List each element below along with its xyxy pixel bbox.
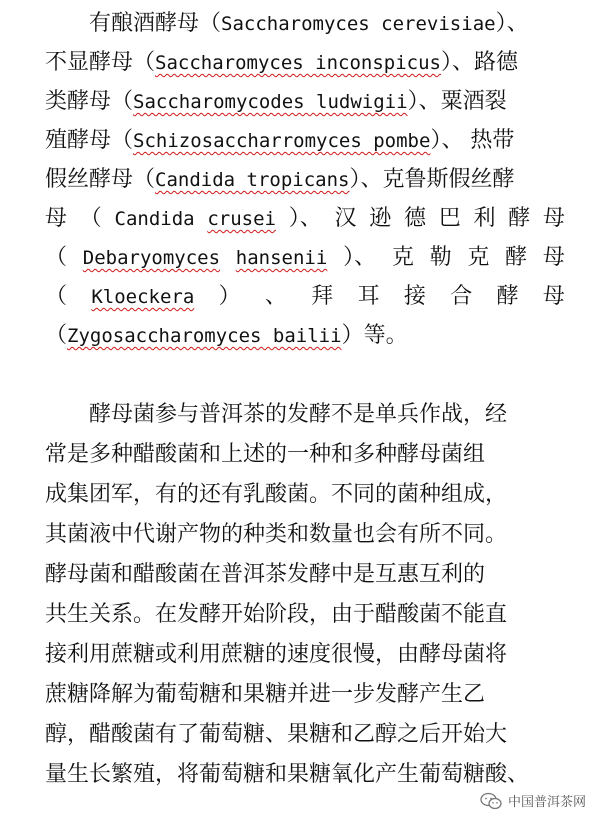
- paragraph-1-line-6: [45, 201, 565, 237]
- text-segment: （: [45, 245, 68, 270]
- text-segment: 克: [391, 245, 414, 270]
- watermark: [480, 791, 586, 810]
- text-segment: ）: [218, 284, 241, 309]
- text-segment: （: [79, 206, 102, 231]
- text-segment: 殖酵母（: [45, 128, 134, 153]
- text-segment: 假丝酵母（: [45, 167, 156, 192]
- text-segment: 勒: [429, 245, 452, 270]
- wechat-icon: [480, 792, 502, 810]
- text-segment: ）、克鲁斯假丝酵: [349, 167, 515, 192]
- text-segment: ）、路德: [441, 50, 519, 75]
- text-segment: ）、: [495, 11, 529, 36]
- paragraph-1-line-3: [45, 84, 565, 120]
- latin-name: Kloeckera: [91, 286, 195, 308]
- latin-name: Schizosaccharromyces pombe: [133, 130, 431, 152]
- paragraph-1-line-8: [45, 279, 565, 315]
- paragraph-2-line-5: 酵母菌和醋酸菌在普洱茶发酵中是互惠互利的: [45, 562, 486, 587]
- text-segment: 接: [403, 284, 426, 309]
- text-segment: 类酵母（: [45, 89, 134, 114]
- paragraph-1-line-1: [45, 6, 565, 42]
- paragraph-2-line-4: 其菌液中代谢产物的种类和数量也会有所不同。: [45, 522, 508, 547]
- text-segment: 巴: [438, 206, 461, 231]
- text-segment: ）、: [288, 206, 322, 231]
- text-segment: ）、 热带: [430, 128, 515, 153]
- text-segment: 酵: [505, 245, 528, 270]
- text-segment: 汉: [334, 206, 357, 231]
- paragraph-2-line-2: 常是多种醋酸菌和上述的一种和多种酵母菌组: [45, 442, 486, 467]
- latin-name: Candida tropicans: [155, 169, 350, 191]
- text-segment: ）、粟酒裂: [407, 89, 507, 114]
- text-segment: 合: [450, 284, 473, 309]
- text-segment: ）等。: [341, 323, 408, 348]
- text-segment: 不显酵母（: [45, 50, 156, 75]
- paragraph-1-line-2: [45, 45, 565, 81]
- text-segment: 利: [473, 206, 496, 231]
- latin-name: Zygosaccharomyces bailii: [67, 325, 342, 347]
- text-segment: 耳: [357, 284, 380, 309]
- text-segment: 德: [403, 206, 426, 231]
- text-segment: 克: [467, 245, 490, 270]
- text-segment: 酵: [496, 284, 519, 309]
- paragraph-1-line-5: [45, 162, 565, 198]
- text-segment: 拜: [311, 284, 334, 309]
- latin-name: Debaryomyces: [82, 247, 221, 269]
- paragraph-2-line-7: 接利用蔗糖或利用蔗糖的速度很慢，由酵母菌将: [45, 642, 508, 667]
- latin-name: Saccharomycodes ludwigii: [133, 91, 408, 113]
- paragraph-1-line-4: [45, 123, 565, 159]
- paragraph-2-line-9: 醇，醋酸菌有了葡萄糖、果糖和乙醇之后开始大: [45, 722, 508, 747]
- text-segment: ）、: [343, 245, 377, 270]
- latin-name: crusei: [207, 208, 276, 230]
- text-segment: 母: [45, 206, 68, 231]
- text-segment: 有酿酒酵母（: [89, 11, 222, 36]
- paragraph-2-line-8: 蔗糖降解为葡萄糖和果糖并进一步发酵产生乙: [45, 682, 486, 707]
- latin-name: Candida: [114, 208, 195, 230]
- text-segment: 母: [542, 206, 565, 231]
- text-segment: 逊: [369, 206, 392, 231]
- paragraph-1-line-9: [45, 318, 565, 354]
- paragraph-1-line-7: [45, 240, 565, 276]
- watermark-text: 中国普洱茶网: [507, 795, 586, 810]
- text-segment: 母: [542, 284, 565, 309]
- text-segment: 酵: [508, 206, 531, 231]
- latin-name: Saccharomyces inconspicus: [155, 52, 441, 74]
- latin-name: Saccharomyces cerevisiae: [221, 13, 496, 35]
- paragraph-2-line-3: 成集团军，有的还有乳酸菌。不同的菌种组成，: [45, 482, 508, 507]
- text-segment: （: [45, 284, 68, 309]
- text-segment: 、: [264, 284, 287, 309]
- text-segment: （: [45, 323, 68, 348]
- latin-name: hansenii: [235, 247, 328, 269]
- paragraph-2-line-6: 共生关系。在发酵开始阶段，由于醋酸菌不能直: [45, 602, 508, 627]
- paragraph-2-line-1: 酵母菌参与普洱茶的发酵不是单兵作战，经: [45, 402, 508, 427]
- paragraph-2-line-10: 量生长繁殖，将葡萄糖和果糖氧化产生葡萄糖酸、: [45, 762, 530, 787]
- indent: [45, 11, 89, 36]
- text-segment: 母: [542, 245, 565, 270]
